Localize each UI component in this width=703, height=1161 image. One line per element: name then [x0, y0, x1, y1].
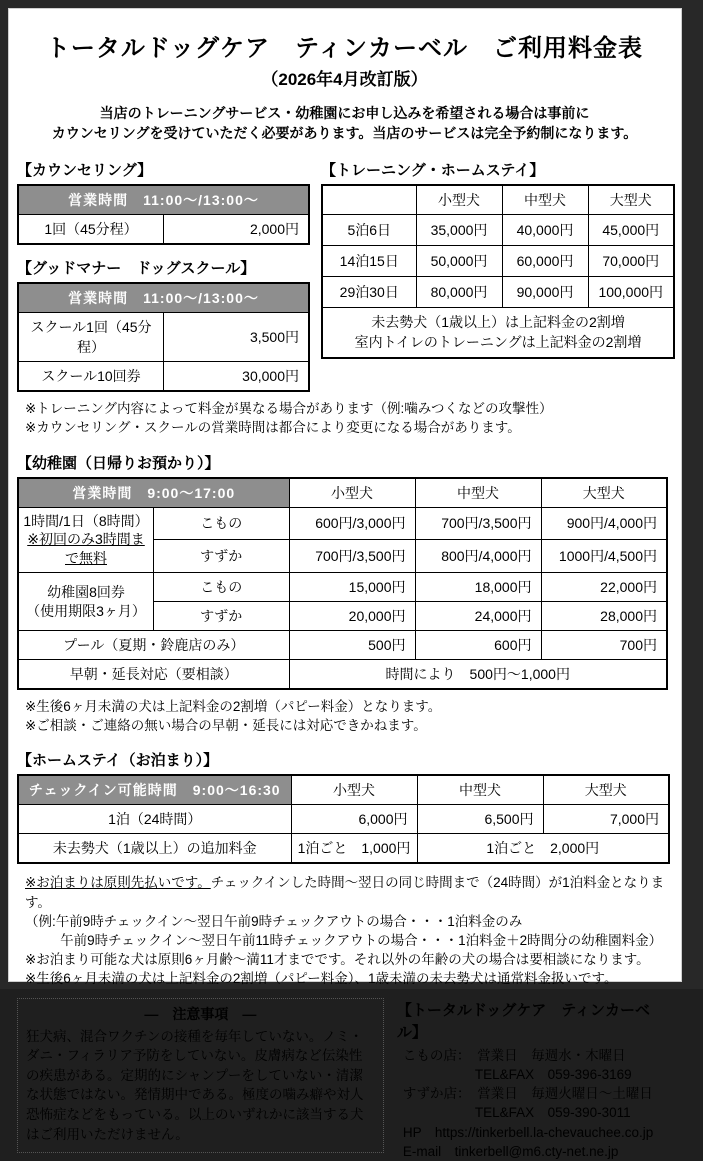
training-note-2: ※カウンセリング・スクールの営業時間は都合により変更になる場合があります。: [25, 420, 521, 436]
homestay-extra-label: 未去勢犬（1歳以上）の追加料金: [18, 834, 291, 864]
homestay-note-4: ※お泊まり可能な犬は原則6ヶ月齢〜満11才までです。それ以外の年齢の犬の場合は要相談になります。: [25, 952, 650, 968]
training-note-1: ※トレーニング内容によって料金が異なる場合があります（例:噛みつくなどの攻撃性）: [25, 401, 553, 417]
kindergarten-ticket-suzuka-large: 28,000円: [541, 602, 667, 631]
kindergarten-note-2: ※ご相談・ご連絡の無い場合の早朝・延長には対応できかねます。: [25, 718, 427, 734]
homestay-night-label: 1泊（24時間）: [18, 805, 291, 834]
kindergarten-pool-label: プール（夏期・鈴鹿店のみ）: [18, 631, 289, 660]
kindergarten-ticket-suzuka-medium: 24,000円: [415, 602, 541, 631]
homestay-night-small: 6,000円: [291, 805, 417, 834]
kindergarten-hourly-suzuka-small: 700円/3,500円: [289, 540, 415, 573]
homestay-note-1-underlined: ※お泊まりは原則先払いです。: [25, 875, 211, 891]
homestay-night-large: 7,000円: [543, 805, 669, 834]
kindergarten-note-1: ※生後6ヶ月未満の犬は上記料金の2割増（パピー料金）となります。: [25, 699, 442, 715]
table-row: [322, 277, 674, 308]
training-header-empty: [322, 185, 416, 215]
notice-box: [17, 998, 384, 1153]
school-row-label: スクール10回券: [18, 362, 164, 392]
homestay-notes: [17, 873, 672, 988]
kindergarten-hourly-komono-large: 900円/4,000円: [541, 507, 667, 540]
training-footnote: [322, 308, 674, 358]
store-name-suzuka: すずか: [154, 602, 290, 631]
table-row: [18, 631, 667, 660]
homestay-note-1-rest: チェックインした時間〜翌日の同じ時間まで（24時間）が1泊料金となります。: [25, 875, 665, 910]
price-sheet-page: [8, 8, 682, 1159]
kindergarten-ticket-komono-medium: 18,000円: [415, 573, 541, 602]
homestay-note-5: ※生後6ヶ月未満の犬は上記料金の2割増（パピー料金）、1歳未満の未去勢犬は通常料金扱いです。: [25, 971, 618, 987]
intro-line-1: 当店のトレーニングサービス・幼稚園にお申し込みを希望される場合は事前に: [99, 105, 590, 121]
homestay-extra-medium-large: 1泊ごと 2,000円: [417, 834, 669, 864]
homestay-note-3: 午前9時チェックイン〜翌日午前11時チェックアウトの場合・・・1泊料金＋2時間分の幼稚園料金）: [60, 932, 663, 948]
counseling-row-label: 1回（45分程）: [18, 215, 164, 245]
school-row-price: 3,500円: [164, 313, 310, 362]
kindergarten-ticket-label-line1: 幼稚園8回券: [47, 583, 125, 600]
kindergarten-hourly-komono-medium: 700円/3,500円: [415, 507, 541, 540]
store-name-suzuka: すずか: [154, 540, 290, 573]
kindergarten-ticket-label: [18, 573, 154, 631]
page-subtitle: （2026年4月改訂版）: [261, 70, 428, 89]
kindergarten-hourly-label-line2: ※初回のみ3時間まで無料: [27, 531, 145, 567]
right-column: [321, 149, 673, 359]
school-table: [17, 282, 310, 392]
counseling-table: [17, 184, 310, 245]
kindergarten-hourly-suzuka-medium: 800円/4,000円: [415, 540, 541, 573]
homestay-table: [17, 774, 670, 864]
table-row: [18, 834, 669, 864]
school-hours-header: 営業時間 11:00〜/13:00〜: [18, 283, 309, 313]
kindergarten-pool-large: 700円: [541, 631, 667, 660]
homestay-note-1: [25, 873, 672, 911]
notice-title: ― 注意事項 ―: [144, 1006, 257, 1023]
kindergarten-hourly-label-line1: 1時間/1日（8時間）: [23, 512, 149, 529]
homestay-header-medium: 中型犬: [417, 775, 543, 805]
table-row: [18, 573, 667, 602]
kindergarten-header-large: 大型犬: [541, 478, 667, 508]
kindergarten-ticket-suzuka-small: 20,000円: [289, 602, 415, 631]
counseling-row-price: 2,000円: [164, 215, 310, 245]
training-row-label: 29泊30日: [322, 277, 416, 308]
counseling-section-title: 【カウンセリング】: [17, 162, 153, 180]
page-title: トータルドッグケア ティンカーベル ご利用料金表: [45, 35, 644, 62]
training-section-title: 【トレーニング・ホームステイ】: [321, 162, 545, 180]
homestay-header-small: 小型犬: [291, 775, 417, 805]
school-section-title: 【グッドマナー ドッグスクール】: [17, 260, 256, 278]
contact-komono-tel: TEL&FAX 059-396-3169: [474, 1067, 632, 1083]
table-row: [322, 246, 674, 277]
table-row: [18, 313, 309, 362]
training-price-medium: 60,000円: [502, 246, 588, 277]
school-row-label: スクール1回（45分程）: [18, 313, 164, 362]
training-header-small: 小型犬: [416, 185, 502, 215]
training-price-medium: 90,000円: [502, 277, 588, 308]
contact-homepage: HP https://tinkerbell.la-chevauchee.co.jp: [402, 1124, 654, 1140]
homestay-note-2: （例:午前9時チェックイン〜翌日午前9時チェックアウトの場合・・・1泊料金のみ: [25, 913, 523, 929]
kindergarten-hourly-label: [18, 507, 154, 573]
table-row: [18, 660, 667, 690]
kindergarten-ticket-label-line2: （使用期限3ヶ月）: [26, 602, 146, 619]
contact-email: E-mail tinkerbell@m6.cty-net.ne.jp: [402, 1143, 619, 1159]
intro-line-2: カウンセリングを受けていただく必要があります。当店のサービスは完全予約制になります。: [51, 124, 638, 141]
training-table: [321, 184, 675, 359]
kindergarten-section-title: 【幼稚園（日帰りお預かり）】: [17, 454, 220, 472]
training-price-large: 100,000円: [588, 277, 674, 308]
school-row-price: 30,000円: [164, 362, 310, 392]
kindergarten-extension-label: 早朝・延長対応（要相談）: [18, 660, 289, 690]
kindergarten-header-small: 小型犬: [289, 478, 415, 508]
training-header-medium: 中型犬: [502, 185, 588, 215]
training-price-medium: 40,000円: [502, 215, 588, 246]
kindergarten-hourly-suzuka-large: 1000円/4,500円: [541, 540, 667, 573]
kindergarten-hourly-komono-small: 600円/3,000円: [289, 507, 415, 540]
training-price-large: 70,000円: [588, 246, 674, 277]
table-row: [18, 215, 309, 245]
kindergarten-ticket-komono-small: 15,000円: [289, 573, 415, 602]
homestay-section-title: 【ホームステイ（お泊まり）】: [17, 752, 219, 770]
counseling-hours-header: 営業時間 11:00〜/13:00〜: [18, 185, 309, 215]
kindergarten-notes: [17, 697, 672, 735]
kindergarten-extension-value: 時間により 500円〜1,000円: [289, 660, 667, 690]
training-row-label: 5泊6日: [322, 215, 416, 246]
store-name-komono: こもの: [154, 507, 290, 540]
table-row: [18, 362, 309, 392]
training-header-large: 大型犬: [588, 185, 674, 215]
contact-suzuka-days: すずか店： 営業日 毎週火曜日〜土曜日: [402, 1086, 653, 1102]
training-price-large: 45,000円: [588, 215, 674, 246]
kindergarten-table: [17, 477, 668, 691]
contact-komono-days: こもの店： 営業日 毎週水・木曜日: [402, 1048, 626, 1064]
training-footnote-line1: 未去勢犬（1歳以上）は上記料金の2割増: [371, 314, 625, 331]
kindergarten-pool-small: 500円: [289, 631, 415, 660]
intro-text: [17, 104, 672, 143]
homestay-night-medium: 6,500円: [417, 805, 543, 834]
training-footnote-line2: 室内トイレのトレーニングは上記料金の2割増: [354, 334, 642, 351]
kindergarten-hours-header: 営業時間 9:00〜17:00: [18, 478, 289, 508]
homestay-header-large: 大型犬: [543, 775, 669, 805]
table-row: [18, 507, 667, 540]
kindergarten-pool-medium: 600円: [415, 631, 541, 660]
training-price-small: 80,000円: [416, 277, 502, 308]
training-price-small: 50,000円: [416, 246, 502, 277]
table-row: [18, 805, 669, 834]
contact-title: 【トータルドッグケア ティンカーベル】: [396, 1002, 651, 1041]
training-price-small: 35,000円: [416, 215, 502, 246]
contact-suzuka-tel: TEL&FAX 059-390-3011: [474, 1105, 631, 1121]
training-notes: [17, 399, 672, 437]
homestay-checkin-header: チェックイン可能時間 9:00〜16:30: [18, 775, 291, 805]
left-column: [17, 149, 310, 392]
table-row: [322, 215, 674, 246]
training-row-label: 14泊15日: [322, 246, 416, 277]
homestay-extra-small: 1泊ごと 1,000円: [291, 834, 417, 864]
contact-block: [397, 998, 672, 1161]
store-name-komono: こもの: [154, 573, 290, 602]
notice-body: 狂犬病、混合ワクチンの接種を毎年していない。ノミ・ダニ・フィラリア予防をしていない。皮膚病など伝染性の疾患がある。定期的にシャンプーをしていない・清潔な状態ではない。発情期中である。極度の噛み癖や対人恐怖症などをもっている。以上のいずれかに該当する犬はご利用いただけません。: [26, 1028, 364, 1142]
kindergarten-ticket-komono-large: 22,000円: [541, 573, 667, 602]
kindergarten-header-medium: 中型犬: [415, 478, 541, 508]
